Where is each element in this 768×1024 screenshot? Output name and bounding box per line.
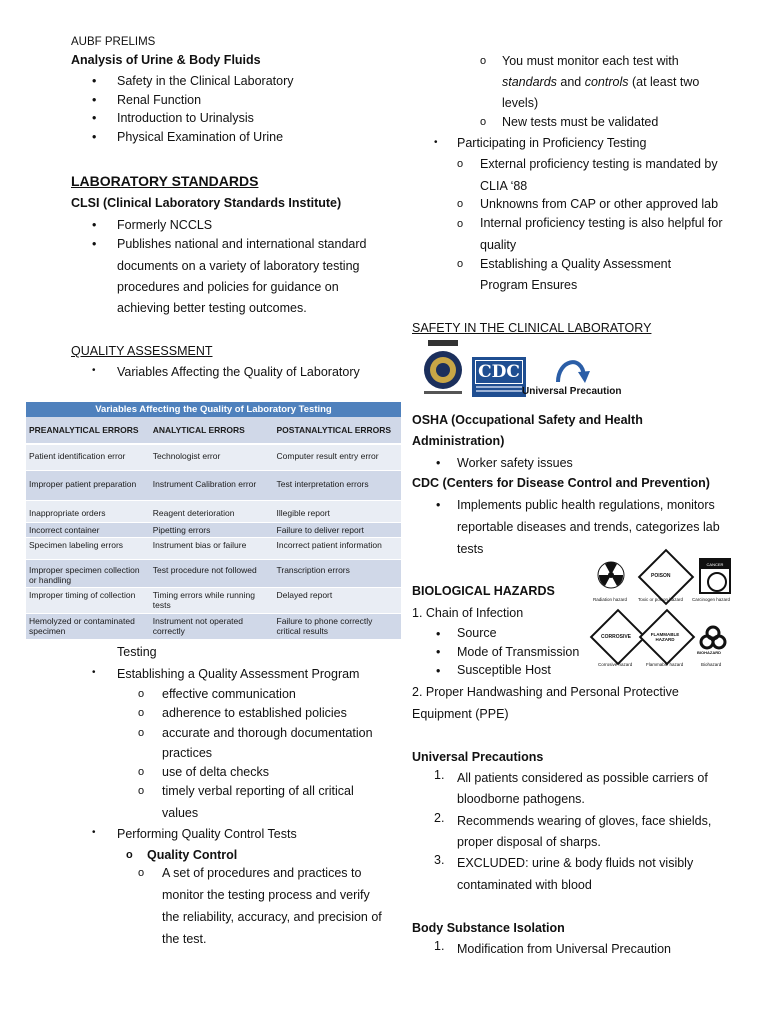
list-item: Implements public health regulations, monitors: [457, 498, 715, 512]
table-cell: Test interpretation errors: [274, 470, 402, 500]
table-cell: Reagent deterioration: [150, 500, 274, 522]
list-item: Introduction to Urinalysis: [117, 111, 254, 125]
table-cell: Timing errors while running tests: [150, 587, 274, 613]
subject-title: Analysis of Urine & Body Fluids: [71, 53, 261, 67]
table-header: PREANALYTICAL ERRORS: [26, 417, 150, 444]
curved-arrow-icon: [552, 350, 592, 384]
list-item: proper disposal of sharps.: [457, 835, 601, 849]
list-item: Testing: [117, 645, 157, 659]
list-item: levels): [502, 96, 539, 110]
section-heading: SAFETY IN THE CLINICAL LABORATORY: [412, 321, 652, 335]
list-item: 2. Proper Handwashing and Personal Protective: [412, 685, 679, 699]
list-item: Establishing a Quality Assessment: [480, 257, 672, 271]
table-cell: Delayed report: [274, 587, 402, 613]
list-item: bloodborne pathogens.: [457, 792, 585, 806]
qc-label: Quality Control: [147, 848, 238, 862]
table-cell: Incorrect patient information: [274, 537, 402, 559]
list-item: Formerly NCCLS: [117, 218, 213, 232]
list-item: Mode of Transmission: [457, 645, 580, 659]
list-item: use of delta checks: [162, 765, 270, 779]
table-header: POSTANALYTICAL ERRORS: [274, 417, 402, 444]
list-item: quality: [480, 238, 517, 252]
list-item: Unknowns from CAP or other approved lab: [480, 197, 719, 211]
radiation-icon: [596, 560, 626, 590]
table-cell: Pipetting errors: [150, 522, 274, 537]
osha-title: OSHA (Occupational Safety and Health Administration): [412, 413, 643, 448]
cdc-title: CDC (Centers for Disease Control and Prevention): [412, 476, 710, 490]
list-item: Physical Examination of Urine: [117, 130, 284, 144]
list-item: standards and controls (at least two: [502, 75, 700, 89]
table-title: Variables Affecting the Quality of Laboratory Testing: [26, 402, 401, 417]
table-cell: Failure to deliver report: [274, 522, 402, 537]
table-cell: Hemolyzed or contaminated specimen: [26, 613, 150, 639]
list-item: Variables Affecting the Quality of Laboratory: [117, 365, 360, 379]
hazard-caption: Biohazard: [701, 662, 722, 667]
table-cell: Technologist error: [150, 444, 274, 470]
list-item: External proficiency testing is mandated by: [480, 157, 718, 171]
section-heading: BIOLOGICAL HAZARDS: [412, 584, 555, 598]
table-cell: Instrument bias or failure: [150, 537, 274, 559]
table-row: [26, 559, 401, 587]
list-item: Worker safety issues: [457, 456, 573, 470]
list-item: New tests must be validated: [502, 115, 659, 129]
table-row: [26, 444, 401, 470]
table-cell: Improper specimen collection or handling: [26, 559, 150, 587]
list-item: adherence to established policies: [162, 706, 347, 720]
osha-seal-icon: [420, 340, 466, 398]
hazard-caption: Corrosive hazard: [598, 662, 633, 667]
carcinogen-icon: CANCER HAZARD: [699, 558, 731, 594]
list-item: Establishing a Quality Assessment Program: [117, 667, 360, 681]
list-item: EXCLUDED: urine & body fluids not visibly: [457, 856, 694, 870]
list-item: tests: [457, 542, 484, 556]
list-item: timely verbal reporting of all critical: [162, 784, 354, 798]
hazard-sign-text: FLAMMABLE HAZARD: [650, 632, 680, 642]
table-cell: Test procedure not followed: [150, 559, 274, 587]
table-cell: Patient identification error: [26, 444, 150, 470]
table-row: [26, 613, 401, 639]
list-item: contaminated with blood: [457, 878, 592, 892]
list-item: values: [162, 806, 199, 820]
table-row: [26, 470, 401, 500]
table-row: [26, 537, 401, 559]
course-label: AUBF PRELIMS: [71, 36, 156, 48]
list-item: Safety in the Clinical Laboratory: [117, 74, 294, 88]
list-item: the reliability, accuracy, and precision of: [162, 910, 382, 924]
list-item: Performing Quality Control Tests: [117, 827, 297, 841]
list-item: Recommends wearing of gloves, face shields,: [457, 814, 712, 828]
list-item: A set of procedures and practices to: [162, 866, 362, 880]
list-item: documents on a variety of laboratory testing: [117, 259, 360, 273]
list-item: monitor the testing process and verify: [162, 888, 370, 902]
list-item: reportable diseases and trends, categorizes lab: [457, 520, 720, 534]
list-item: Program Ensures: [480, 278, 578, 292]
list-item: Participating in Proficiency Testing: [457, 136, 647, 150]
table-cell: Instrument not operated correctly: [150, 613, 274, 639]
list-item: the test.: [162, 932, 207, 946]
hazard-sign-text: CORROSIVE: [601, 634, 632, 640]
table-cell: Transcription errors: [274, 559, 402, 587]
table-cell: Inappropriate orders: [26, 500, 150, 522]
cdc-logo: CDC: [472, 357, 526, 397]
table-cell: Failure to phone correctly critical results: [274, 613, 402, 639]
hazard-caption: Carcinogen hazard: [692, 597, 731, 602]
list-item: Source: [457, 626, 497, 640]
hazard-sign-text: POISON: [651, 573, 671, 579]
list-item: practices: [162, 746, 213, 760]
table-cell: Specimen labeling errors: [26, 537, 150, 559]
section-heading: Universal Precautions: [412, 750, 544, 764]
list-item: You must monitor each test with: [502, 54, 679, 68]
universal-caption: Universal Precaution: [522, 386, 622, 397]
list-item: All patients considered as possible carriers of: [457, 771, 708, 785]
section-heading: QUALITY ASSESSMENT: [71, 344, 213, 358]
table-cell: Improper timing of collection: [26, 587, 150, 613]
list-item: Modification from Universal Precaution: [457, 942, 671, 956]
table-row: [26, 587, 401, 613]
table-cell: Illegible report: [274, 500, 402, 522]
hazard-caption: Toxic or poison hazard: [638, 597, 684, 602]
clsi-title: CLSI (Clinical Laboratory Standards Institute): [71, 196, 342, 210]
table-cell: Improper patient preparation: [26, 470, 150, 500]
list-item: Publishes national and international standard: [117, 237, 367, 251]
table-cell: Incorrect container: [26, 522, 150, 537]
biohazard-icon: BIOHAZARD: [699, 624, 727, 654]
list-item: Equipment (PPE): [412, 707, 509, 721]
list-item: Renal Function: [117, 93, 202, 107]
section-heading: LABORATORY STANDARDS: [71, 173, 259, 189]
table-header: ANALYTICAL ERRORS: [150, 417, 274, 444]
list-item: accurate and thorough documentation: [162, 726, 373, 740]
table-row: [26, 500, 401, 522]
list-item: effective communication: [162, 687, 296, 701]
quality-variables-table: [26, 402, 401, 640]
section-heading: Body Substance Isolation: [412, 921, 565, 935]
hazard-caption: Flammable hazard: [646, 662, 684, 667]
chain-heading: 1. Chain of Infection: [412, 606, 524, 620]
hazard-caption: Radiation hazard: [593, 597, 628, 602]
list-item: Susceptible Host: [457, 663, 551, 677]
table-row: [26, 522, 401, 537]
list-item: Internal proficiency testing is also helpful for: [480, 216, 723, 230]
list-item: procedures and policies for guidance on: [117, 280, 339, 294]
table-cell: Computer result entry error: [274, 444, 402, 470]
table-cell: Instrument Calibration error: [150, 470, 274, 500]
list-item: achieving better testing outcomes.: [117, 301, 307, 315]
list-item: CLIA ‘88: [480, 179, 528, 193]
